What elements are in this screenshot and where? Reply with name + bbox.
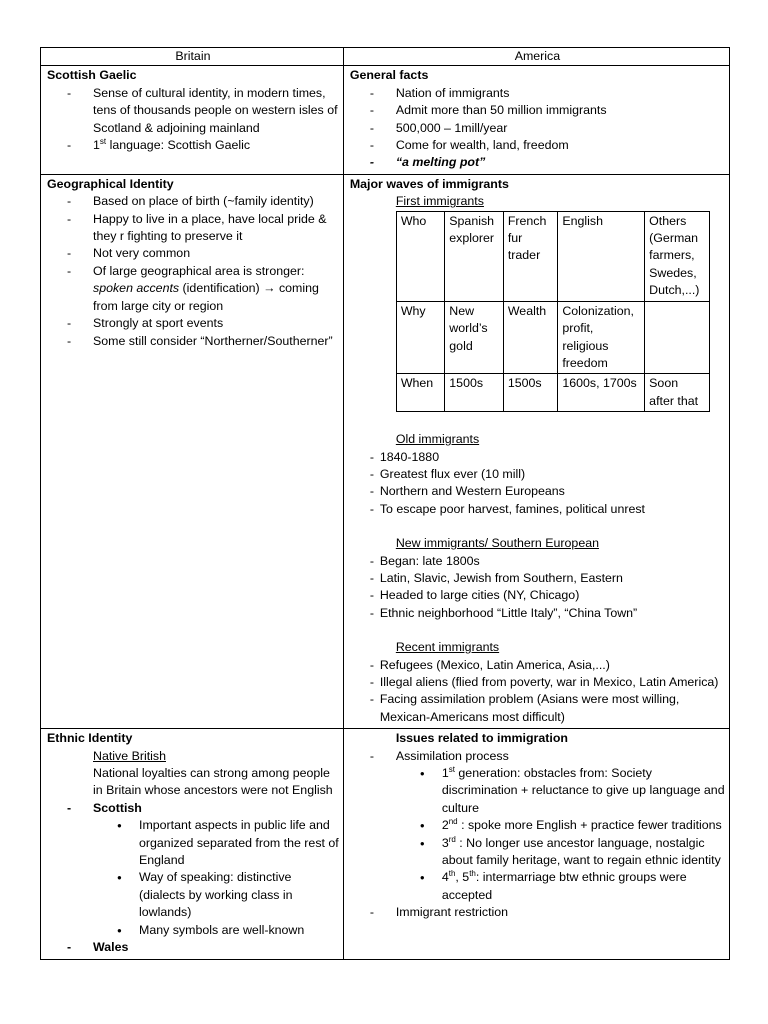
waves-table-cell: French fur trader [503, 211, 558, 301]
list-item: - Admit more than 50 million immigrants [350, 102, 725, 119]
section-title: Ethnic Identity [47, 731, 133, 746]
list-item: - 1st language: Scottish Gaelic [47, 137, 339, 154]
waves-table-cell: New world’s gold [445, 301, 504, 374]
list-item: - Assimilation process [350, 748, 725, 765]
section-title: Major waves of immigrants [349, 176, 509, 191]
list-item: - Not very common [47, 245, 339, 262]
section-title: Scottish Gaelic [47, 68, 137, 83]
list-item: - Some still consider “Northerner/Southerner” [47, 333, 339, 350]
waves-table-row [396, 374, 709, 412]
waves-table-cell: Soon after that [645, 374, 710, 412]
list-item: - Latin, Slavic, Jewish from Southern, Eastern [350, 570, 725, 587]
section-title: Geographical Identity [47, 176, 174, 191]
cell-geographical-identity [41, 174, 344, 728]
list-item: - Based on place of birth (~family identity) [47, 193, 339, 210]
list-item: ● Important aspects in public life and organized separated from the rest of England [47, 817, 339, 869]
waves-table-cell: Colonization, profit, religious freedom [558, 301, 645, 374]
list-item: - Of large geographical area is stronger: spoken accents (identification) → coming from large city or region [47, 263, 339, 315]
row-2 [41, 174, 730, 728]
waves-table-cell: English [558, 211, 645, 301]
cell-scottish-gaelic [41, 66, 344, 174]
list-item: - Nation of immigrants [350, 85, 725, 102]
notes-table [40, 47, 730, 960]
list-item: - Illegal aliens (flied from poverty, war in Mexico, Latin America) [350, 674, 725, 691]
subsection-label: Old immigrants [395, 432, 480, 447]
list-item: - Northern and Western Europeans [350, 483, 725, 500]
row-3 [41, 729, 730, 959]
header-america: America [343, 48, 729, 66]
list-item: ● 2nd : spoke more English + practice fewer traditions [350, 817, 725, 834]
list-item: - To escape poor harvest, famines, political unrest [350, 501, 725, 518]
list-item: ● Many symbols are well-known [47, 922, 339, 939]
first-immigrants-table [396, 211, 710, 412]
waves-table-row [396, 301, 709, 374]
header-row [41, 48, 730, 66]
subsection-label: First immigrants [395, 194, 484, 209]
waves-table-cell: Why [396, 301, 444, 374]
list-item: - Happy to live in a place, have local pride & they r fighting to preserve it [47, 211, 339, 246]
list-item: - Ethnic neighborhood “Little Italy”, “China Town” [350, 605, 725, 622]
paragraph: National loyalties can strong among people in Britain whose ancestors were not English [93, 766, 333, 798]
waves-table-cell: Wealth [503, 301, 558, 374]
waves-table-cell: Spanish explorer [445, 211, 504, 301]
subsection-label: Recent immigrants [395, 640, 500, 655]
row-1 [41, 66, 730, 174]
cell-issues-immigration [343, 729, 729, 959]
list-item: - Began: late 1800s [350, 553, 725, 570]
subsection-label: - Scottish [47, 800, 339, 817]
waves-table-cell: 1500s [445, 374, 504, 412]
subsection-label: Native British [93, 748, 166, 763]
waves-table-cell: Others (German farmers, Swedes, Dutch,...) [645, 211, 710, 301]
list-item: ● 4th, 5th: intermarriage btw ethnic groups were accepted [350, 869, 725, 904]
waves-table-row [396, 211, 709, 301]
list-item: - Strongly at sport events [47, 315, 339, 332]
list-item: ● Way of speaking: distinctive (dialects by working class in lowlands) [47, 869, 339, 921]
list-item: - Refugees (Mexico, Latin America, Asia,...) [350, 657, 725, 674]
section-title: Issues related to immigration [395, 731, 568, 746]
subsection-label: - Wales [47, 939, 339, 956]
cell-general-facts [343, 66, 729, 174]
list-item: - Sense of cultural identity, in modern times, tens of thousands people on western isles of Scotland & adjoining mainland [47, 85, 339, 137]
list-item: - Facing assimilation problem (Asians were most willing, Mexican-Americans most difficult) [350, 691, 725, 726]
list-item: ● 3rd : No longer use ancestor language, nostalgic about family heritage, want to regain ethnic identity [350, 835, 725, 870]
list-item: - Immigrant restriction [350, 904, 725, 921]
list-item: ● 1st generation: obstacles from: Society discrimination + reluctance to give up language and culture [350, 765, 725, 817]
list-item: - 1840-1880 [350, 449, 725, 466]
list-item: - 500,000 – 1mill/year [350, 120, 725, 137]
header-britain: Britain [41, 48, 344, 66]
list-item: - “a melting pot” [350, 154, 725, 171]
cell-major-waves [343, 174, 729, 728]
subsection-label: New immigrants/ Southern European [395, 536, 599, 551]
section-title: General facts [349, 68, 429, 83]
list-item: - Headed to large cities (NY, Chicago) [350, 587, 725, 604]
waves-table-cell: Who [396, 211, 444, 301]
waves-table-cell [645, 301, 710, 374]
waves-table-cell: When [396, 374, 444, 412]
list-item: - Greatest flux ever (10 mill) [350, 466, 725, 483]
waves-table-cell: 1600s, 1700s [558, 374, 645, 412]
list-item: - Come for wealth, land, freedom [350, 137, 725, 154]
cell-ethnic-identity [41, 729, 344, 959]
waves-table-cell: 1500s [503, 374, 558, 412]
